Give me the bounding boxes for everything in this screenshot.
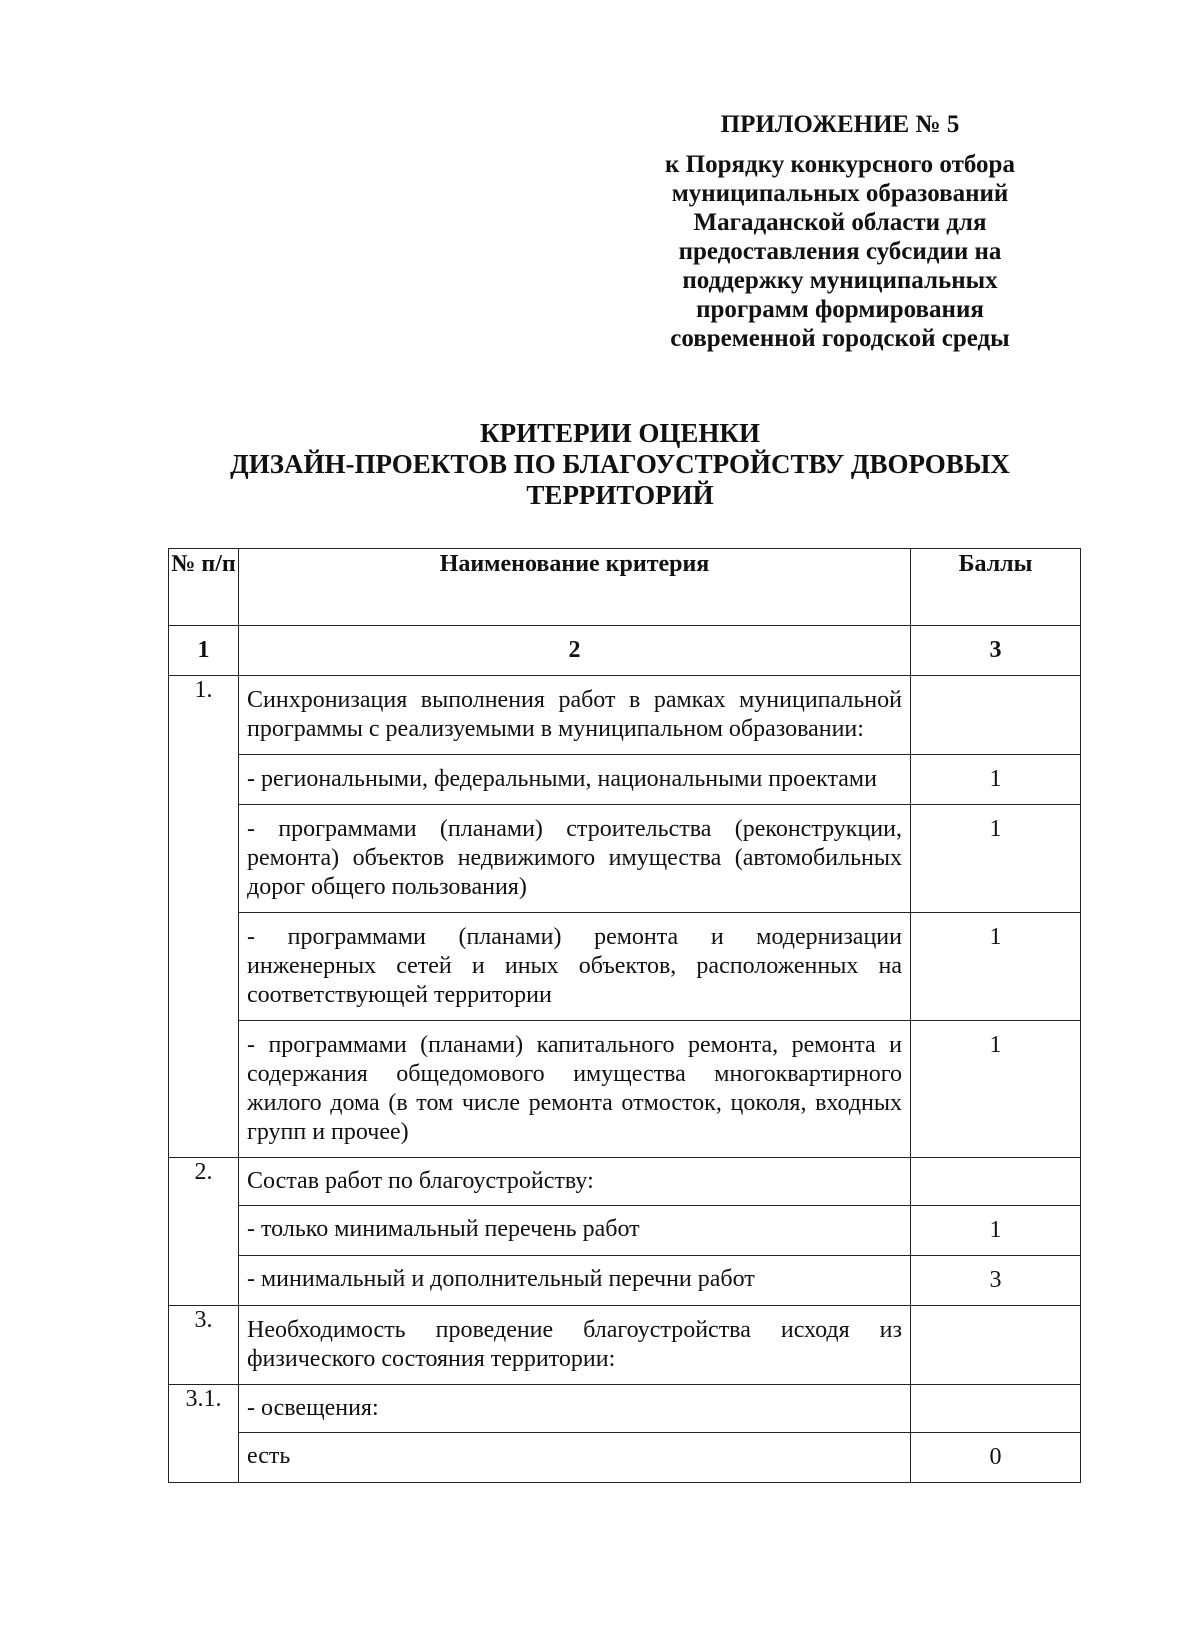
criterion-number: 3.1.: [169, 1385, 239, 1483]
criterion-text: Необходимость проведение благоустройства исходя из физического состояния территории:: [239, 1306, 911, 1385]
criterion-points: [911, 1306, 1081, 1385]
criterion-points: 0: [911, 1433, 1081, 1483]
criterion-text: - программами (планами) строительства (реконструкции, ремонта) объектов недвижимого имущества (автомобильных дорог общего пользования): [239, 805, 911, 913]
criterion-text: Состав работ по благоустройству:: [239, 1158, 911, 1206]
criterion-text: - программами (планами) ремонта и модернизации инженерных сетей и иных объектов, расположенных на соответствующей территории: [239, 913, 911, 1021]
table-row: [169, 913, 1081, 1021]
criterion-points: [911, 1158, 1081, 1206]
appendix-block: [640, 110, 1040, 353]
header-num: № п/п: [169, 549, 239, 626]
column-index: 3: [911, 626, 1081, 676]
header-points: Баллы: [911, 549, 1081, 626]
table-row: [169, 1385, 1081, 1433]
appendix-line: программ формирования: [696, 296, 984, 323]
criterion-text: - минимальный и дополнительный перечни работ: [239, 1256, 911, 1306]
criterion-text: - освещения:: [239, 1385, 911, 1433]
appendix-line: поддержку муниципальных: [682, 267, 998, 294]
criterion-number: 1.: [169, 676, 239, 1158]
criterion-text: есть: [239, 1433, 911, 1483]
appendix-line: Магаданской области для: [693, 209, 987, 236]
criterion-text: - региональными, федеральными, национальными проектами: [239, 755, 911, 805]
table-row: [169, 1021, 1081, 1158]
appendix-line: современной городской среды: [670, 325, 1010, 352]
table-row: [169, 1306, 1081, 1385]
table-row: [169, 1158, 1081, 1206]
table-row: [169, 676, 1081, 755]
criterion-text: Синхронизация выполнения работ в рамках муниципальной программы с реализуемыми в муниципальном образовании:: [239, 676, 911, 755]
criterion-points: [911, 1385, 1081, 1433]
header-name: Наименование критерия: [239, 549, 911, 626]
appendix-line: к Порядку конкурсного отбора: [665, 151, 1015, 178]
criterion-text: - только минимальный перечень работ: [239, 1206, 911, 1256]
column-index: 1: [169, 626, 239, 676]
criterion-number: 2.: [169, 1158, 239, 1306]
title-line: ДИЗАЙН-ПРОЕКТОВ ПО БЛАГОУСТРОЙСТВУ ДВОРОВЫХ: [230, 449, 1010, 479]
appendix-title: ПРИЛОЖЕНИЕ № 5: [720, 111, 960, 138]
table-row: [169, 755, 1081, 805]
table-row: [169, 1433, 1081, 1483]
criterion-points: 1: [911, 1021, 1081, 1158]
column-index-row: [169, 626, 1081, 676]
column-index: 2: [239, 626, 911, 676]
title-line: ТЕРРИТОРИЙ: [526, 480, 714, 510]
title-line: КРИТЕРИИ ОЦЕНКИ: [480, 418, 760, 448]
table-row: [169, 1256, 1081, 1306]
criterion-points: [911, 676, 1081, 755]
criterion-points: 1: [911, 755, 1081, 805]
criterion-points: 1: [911, 1206, 1081, 1256]
appendix-line: предоставления субсидии на: [678, 238, 1002, 265]
criterion-text: - программами (планами) капитального ремонта, ремонта и содержания общедомового имущества многоквартирного жилого дома (в том числе ремонта отмосток, цоколя, входных групп и прочее): [239, 1021, 911, 1158]
criterion-number: 3.: [169, 1306, 239, 1385]
table-header-row: [169, 549, 1081, 626]
criterion-points: 1: [911, 913, 1081, 1021]
criterion-points: 3: [911, 1256, 1081, 1306]
table-row: [169, 805, 1081, 913]
document-title: [160, 418, 1080, 511]
appendix-line: муниципальных образований: [671, 180, 1009, 207]
criterion-points: 1: [911, 805, 1081, 913]
criteria-table: [168, 548, 1081, 1483]
table-row: [169, 1206, 1081, 1256]
